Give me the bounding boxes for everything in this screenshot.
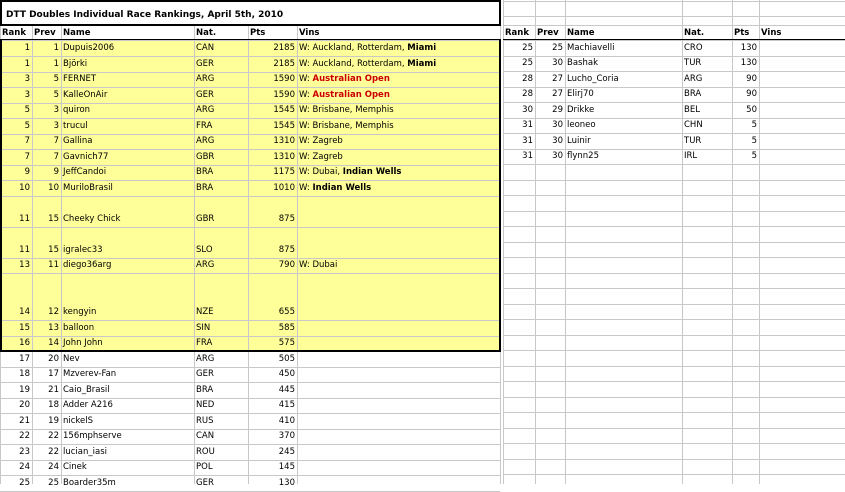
- vins-text: W: Zagreb: [299, 136, 343, 146]
- name-cell: Mzverev-Fan: [63, 369, 117, 379]
- rank-cell: 9: [24, 167, 30, 177]
- header-name: Name: [63, 28, 91, 38]
- nat-cell: ARG: [196, 105, 215, 115]
- name-cell: Björki: [63, 58, 88, 69]
- right-header-points: Pts: [734, 28, 750, 38]
- vins-text: W: Zagreb: [299, 151, 343, 162]
- prev-cell: 13: [48, 322, 59, 333]
- pts-cell: 2185: [273, 43, 295, 53]
- prev-cell: 17: [48, 369, 59, 379]
- title-border-right: [499, 0, 501, 26]
- nat-cell: NZE: [196, 307, 214, 317]
- pts-cell: 1590: [273, 89, 295, 100]
- right-prev-cell: 30: [552, 120, 563, 130]
- header-nationality: Nat.: [196, 28, 217, 38]
- nat-cell: SIN: [196, 322, 211, 333]
- pts-cell: 130: [278, 477, 295, 488]
- pts-cell: 450: [278, 369, 295, 379]
- pts-cell: 875: [278, 244, 295, 255]
- rank-cell: 1: [24, 43, 30, 53]
- right-pts-cell: 130: [740, 58, 757, 68]
- rank-cell: 11: [19, 213, 30, 224]
- nat-cell: GBR: [196, 151, 215, 162]
- pts-cell: 245: [278, 446, 295, 457]
- rank-cell: 20: [19, 400, 30, 410]
- name-cell: Cheeky Chick: [63, 213, 121, 224]
- prev-cell: 1: [53, 58, 59, 69]
- right-name-cell: leoneo: [567, 120, 596, 130]
- prev-cell: 15: [48, 213, 59, 224]
- rank-cell: 11: [19, 244, 30, 255]
- name-cell: trucul: [63, 120, 88, 131]
- vins-text: W:: [299, 74, 313, 84]
- vins-cell: [297, 150, 500, 164]
- right-header-prev: Prev: [537, 28, 559, 38]
- name-cell: quiron: [63, 105, 91, 115]
- right-pts-cell: 90: [746, 73, 757, 84]
- vins-cell: [297, 57, 500, 71]
- prev-cell: 9: [53, 167, 59, 177]
- vins-cell: [297, 88, 500, 102]
- right-name-cell: Luinir: [567, 135, 591, 146]
- right-rank-cell: 28: [522, 89, 533, 99]
- nat-cell: GBR: [196, 213, 215, 224]
- vins-text: W: Dubai: [299, 260, 338, 270]
- pts-cell: 585: [278, 322, 295, 333]
- name-cell: Caio_Brasil: [63, 384, 110, 395]
- rank-cell: 19: [19, 384, 30, 395]
- vins-cell: [297, 119, 500, 133]
- right-name-cell: Elirj70: [567, 89, 594, 99]
- prev-cell: 24: [48, 462, 59, 472]
- rank-cell: 3: [24, 89, 30, 100]
- nat-cell: ROU: [196, 446, 215, 457]
- right-rank-cell: 28: [522, 73, 533, 84]
- right-header-name: Name: [567, 28, 595, 38]
- right-prev-cell: 27: [552, 89, 563, 99]
- title-border-top: [0, 0, 501, 2]
- name-cell: MuriloBrasil: [63, 182, 113, 193]
- pts-cell: 875: [278, 213, 295, 224]
- right-pts-cell: 130: [740, 42, 757, 53]
- pts-cell: 415: [278, 400, 295, 410]
- header-vins: Vins: [299, 28, 320, 38]
- nat-cell: BRA: [196, 182, 214, 193]
- right-header-vins: Vins: [761, 28, 782, 38]
- name-cell: KalleOnAir: [63, 89, 108, 100]
- right-pts-cell: 5: [751, 135, 757, 146]
- name-cell: lucian_iasi: [63, 446, 107, 457]
- prev-cell: 5: [53, 89, 59, 100]
- nat-cell: POL: [196, 462, 213, 472]
- nat-cell: GER: [196, 89, 214, 100]
- right-rank-cell: 30: [522, 104, 533, 115]
- name-cell: Boarder35m: [63, 477, 116, 488]
- vins-text: Indian Wells: [342, 167, 402, 177]
- prev-cell: 5: [53, 74, 59, 84]
- name-cell: Adder A216: [63, 400, 113, 410]
- pts-cell: 1310: [273, 136, 295, 146]
- pts-cell: 1175: [273, 167, 295, 177]
- right-nat-cell: CHN: [684, 120, 703, 130]
- header-points: Pts: [250, 28, 266, 38]
- right-nat-cell: BRA: [684, 89, 702, 99]
- right-name-cell: Drikke: [567, 104, 595, 115]
- name-cell: Nev: [63, 353, 80, 364]
- name-cell: Cinek: [63, 462, 87, 472]
- rank-cell: 7: [24, 136, 30, 146]
- right-prev-cell: 29: [552, 104, 563, 115]
- name-cell: John John: [63, 338, 103, 348]
- right-prev-cell: 27: [552, 73, 563, 84]
- nat-cell: SLO: [196, 244, 213, 255]
- rank-cell: 17: [19, 353, 30, 364]
- rank-cell: 10: [19, 182, 30, 193]
- name-cell: 156mphserve: [63, 431, 122, 441]
- pts-cell: 2185: [273, 58, 295, 69]
- vins-text: Australian Open: [312, 89, 390, 100]
- vins-text: W: Auckland, Rotterdam,: [299, 43, 408, 53]
- vins-text: W: Brisbane, Memphis: [299, 120, 394, 131]
- vins-text: Australian Open: [312, 74, 390, 84]
- prev-cell: 22: [48, 446, 59, 457]
- vins-text: Miami: [407, 58, 437, 69]
- name-cell: Gallina: [63, 136, 93, 146]
- rank-cell: 18: [19, 369, 30, 379]
- nat-cell: ARG: [196, 260, 215, 270]
- right-pts-cell: 90: [746, 89, 757, 99]
- vins-cell: [297, 258, 500, 272]
- name-cell: diego36arg: [63, 260, 112, 270]
- rank-cell: 21: [19, 415, 30, 426]
- rank-cell: 1: [24, 58, 30, 69]
- prev-cell: 3: [53, 105, 59, 115]
- name-cell: JeffCandoi: [63, 167, 107, 177]
- right-pts-cell: 5: [751, 151, 757, 161]
- right-pts-cell: 50: [746, 104, 757, 115]
- right-nat-cell: TUR: [684, 58, 702, 68]
- nat-cell: NED: [196, 400, 215, 410]
- rank-cell: 13: [19, 260, 30, 270]
- vins-cell: [297, 72, 500, 86]
- nat-cell: GER: [196, 58, 214, 69]
- rank-cell: 7: [24, 151, 30, 162]
- header-prev: Prev: [34, 28, 56, 38]
- vins-cell: [297, 165, 500, 179]
- right-prev-cell: 30: [552, 58, 563, 68]
- name-cell: balloon: [63, 322, 95, 333]
- name-cell: Dupuis2006: [63, 43, 115, 53]
- nat-cell: ARG: [196, 74, 215, 84]
- pts-cell: 1310: [273, 151, 295, 162]
- pts-cell: 1545: [273, 120, 295, 131]
- pts-cell: 145: [278, 462, 295, 472]
- rank-cell: 16: [19, 338, 30, 348]
- rank-cell: 15: [19, 322, 30, 333]
- name-cell: FERNET: [63, 74, 97, 84]
- vins-cell: [297, 103, 500, 117]
- vins-text: W:: [299, 89, 313, 100]
- prev-cell: 3: [53, 120, 59, 131]
- nat-cell: ARG: [196, 353, 215, 364]
- vins-text: Indian Wells: [312, 182, 372, 193]
- prev-cell: 1: [53, 43, 59, 53]
- nat-cell: CAN: [196, 43, 215, 53]
- right-rank-cell: 31: [522, 151, 533, 161]
- right-name-cell: Machiavelli: [567, 42, 615, 53]
- prev-cell: 22: [48, 431, 59, 441]
- name-cell: nickelS: [63, 415, 94, 426]
- rank-cell: 23: [19, 446, 30, 457]
- prev-cell: 15: [48, 244, 59, 255]
- right-nat-cell: ARG: [684, 73, 703, 84]
- pts-cell: 1010: [273, 182, 295, 193]
- name-cell: kengyin: [63, 307, 97, 317]
- right-header-nationality: Nat.: [684, 28, 705, 38]
- vins-text: Miami: [407, 43, 437, 53]
- vins-text: W:: [299, 182, 313, 193]
- pts-cell: 410: [278, 415, 295, 426]
- vins-text: W: Auckland, Rotterdam,: [299, 58, 408, 69]
- pts-cell: 1590: [273, 74, 295, 84]
- pts-cell: 790: [278, 260, 295, 270]
- right-nat-cell: TUR: [684, 135, 702, 146]
- right-rank-cell: 31: [522, 135, 533, 146]
- name-cell: Gavnich77: [63, 151, 109, 162]
- right-nat-cell: CRO: [684, 42, 703, 53]
- right-prev-cell: 30: [552, 151, 563, 161]
- rank-cell: 3: [24, 74, 30, 84]
- pts-cell: 370: [278, 431, 295, 441]
- rank-cell: 22: [19, 431, 30, 441]
- right-rank-cell: 25: [522, 42, 533, 53]
- prev-cell: 12: [48, 307, 59, 317]
- prev-cell: 18: [48, 400, 59, 410]
- right-rank-cell: 31: [522, 120, 533, 130]
- rank-cell: 24: [19, 462, 30, 472]
- nat-cell: BRA: [196, 384, 214, 395]
- nat-cell: FRA: [196, 120, 213, 131]
- prev-cell: 25: [48, 477, 59, 488]
- nat-cell: BRA: [196, 167, 214, 177]
- prev-cell: 7: [53, 151, 59, 162]
- prev-cell: 20: [48, 353, 59, 364]
- vins-cell: [297, 41, 500, 55]
- nat-cell: CAN: [196, 431, 215, 441]
- prev-cell: 21: [48, 384, 59, 395]
- vins-text: W: Dubai,: [299, 167, 343, 177]
- nat-cell: RUS: [196, 415, 214, 426]
- pts-cell: 505: [278, 353, 295, 364]
- right-header-rank: Rank: [505, 28, 529, 38]
- header-rank: Rank: [2, 28, 26, 38]
- vins-text: W: Brisbane, Memphis: [299, 105, 394, 115]
- right-name-cell: flynn25: [567, 151, 599, 161]
- rank-cell: 25: [19, 477, 30, 488]
- rank-cell: 5: [24, 105, 30, 115]
- prev-cell: 14: [48, 338, 59, 348]
- right-prev-cell: 25: [552, 42, 563, 53]
- nat-cell: GER: [196, 369, 214, 379]
- pts-cell: 655: [278, 307, 295, 317]
- vins-cell: [297, 181, 500, 195]
- pts-cell: 445: [278, 384, 295, 395]
- prev-cell: 11: [48, 260, 59, 270]
- right-name-cell: Bashak: [567, 58, 598, 68]
- title-border-left: [0, 0, 2, 26]
- right-name-cell: Lucho_Coria: [567, 73, 619, 84]
- prev-cell: 10: [48, 182, 59, 193]
- right-pts-cell: 5: [751, 120, 757, 130]
- right-rank-cell: 25: [522, 58, 533, 68]
- nat-cell: GER: [196, 477, 214, 488]
- page-title: DTT Doubles Individual Race Rankings, April 5th, 2010: [6, 10, 284, 20]
- rank-cell: 14: [19, 307, 30, 317]
- nat-cell: FRA: [196, 338, 213, 348]
- name-cell: igralec33: [63, 244, 103, 255]
- vins-cell: [297, 134, 500, 148]
- right-prev-cell: 30: [552, 135, 563, 146]
- right-nat-cell: BEL: [684, 104, 700, 115]
- prev-cell: 7: [53, 136, 59, 146]
- nat-cell: ARG: [196, 136, 215, 146]
- prev-cell: 19: [48, 415, 59, 426]
- rank-cell: 5: [24, 120, 30, 131]
- right-nat-cell: IRL: [684, 151, 698, 161]
- pts-cell: 1545: [273, 105, 295, 115]
- pts-cell: 575: [278, 338, 295, 348]
